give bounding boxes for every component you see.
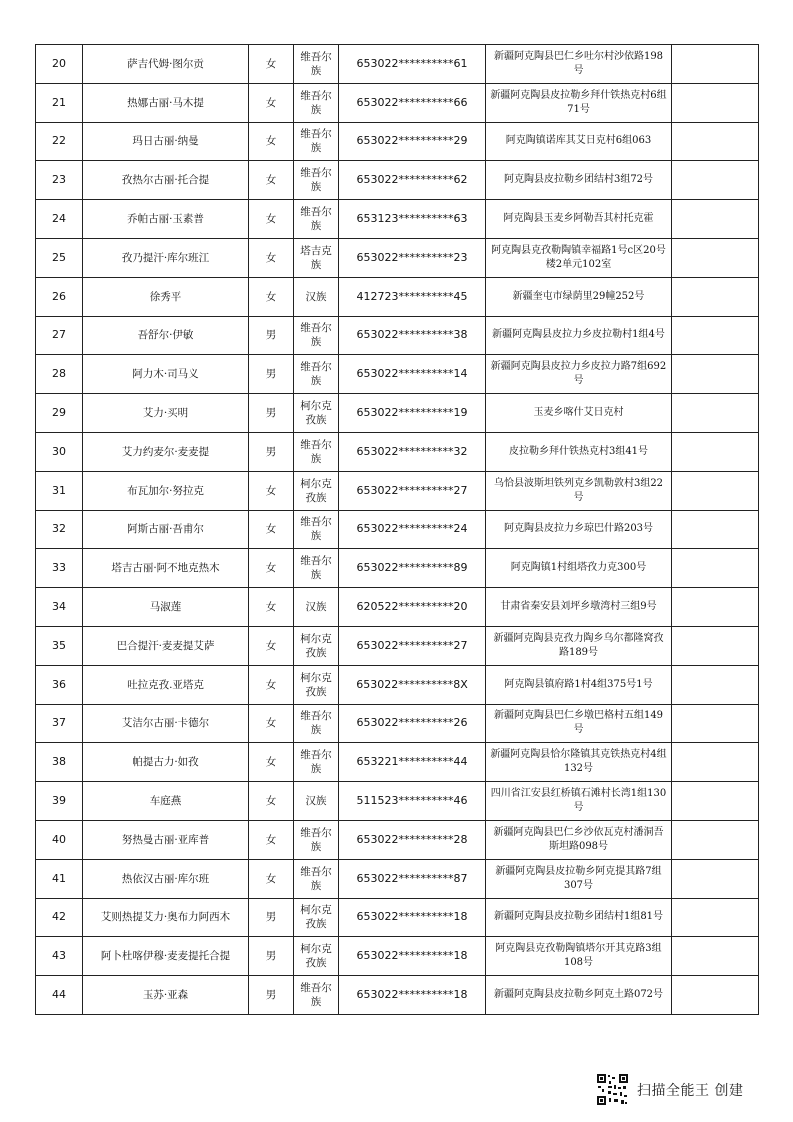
person-name-cell: 阿斯古丽·吾甫尔 xyxy=(83,510,249,549)
remark-cell xyxy=(672,549,759,588)
address-cell: 新疆阿克陶县巴仁乡沙依瓦克村潘洞吾斯坦路098号 xyxy=(486,820,672,859)
ethnicity-cell: 汉族 xyxy=(294,277,339,316)
table-row xyxy=(36,549,759,588)
address-cell: 新疆阿克陶县皮拉力乡皮拉勒村1组4号 xyxy=(486,316,672,355)
address-cell: 阿克陶县镇府路1村4组375号1号 xyxy=(486,665,672,704)
remark-cell xyxy=(672,510,759,549)
ethnicity-cell: 维吾尔族 xyxy=(294,45,339,84)
table-row xyxy=(36,83,759,122)
person-name-cell: 徐秀平 xyxy=(83,277,249,316)
remark-cell xyxy=(672,626,759,665)
person-name-cell: 车庭燕 xyxy=(83,782,249,821)
remark-cell xyxy=(672,277,759,316)
ethnicity-cell: 维吾尔族 xyxy=(294,83,339,122)
table-row xyxy=(36,743,759,782)
remark-cell xyxy=(672,238,759,277)
person-name-cell: 布瓦加尔·努拉克 xyxy=(83,471,249,510)
remark-cell xyxy=(672,122,759,161)
gender-cell: 男 xyxy=(249,432,294,471)
person-name-cell: 马淑莲 xyxy=(83,588,249,627)
row-number-cell: 42 xyxy=(36,898,83,937)
address-cell: 新疆阿克陶县皮拉勒乡阿克土路072号 xyxy=(486,976,672,1015)
gender-cell: 男 xyxy=(249,937,294,976)
gender-cell: 女 xyxy=(249,122,294,161)
ethnicity-cell: 维吾尔族 xyxy=(294,161,339,200)
ethnicity-cell: 柯尔克孜族 xyxy=(294,665,339,704)
id-number-cell: 653022**********66 xyxy=(339,83,486,122)
row-number-cell: 33 xyxy=(36,549,83,588)
row-number-cell: 44 xyxy=(36,976,83,1015)
table-row xyxy=(36,355,759,394)
gender-cell: 女 xyxy=(249,45,294,84)
id-number-cell: 653022**********18 xyxy=(339,898,486,937)
table-row xyxy=(36,238,759,277)
remark-cell xyxy=(672,859,759,898)
id-number-cell: 412723**********45 xyxy=(339,277,486,316)
ethnicity-cell: 维吾尔族 xyxy=(294,704,339,743)
remark-cell xyxy=(672,898,759,937)
gender-cell: 女 xyxy=(249,588,294,627)
id-number-cell: 653022**********18 xyxy=(339,976,486,1015)
ethnicity-cell: 维吾尔族 xyxy=(294,743,339,782)
id-number-cell: 653221**********44 xyxy=(339,743,486,782)
row-number-cell: 26 xyxy=(36,277,83,316)
id-number-cell: 653022**********38 xyxy=(339,316,486,355)
row-number-cell: 43 xyxy=(36,937,83,976)
remark-cell xyxy=(672,316,759,355)
table-row xyxy=(36,820,759,859)
ethnicity-cell: 维吾尔族 xyxy=(294,976,339,1015)
ethnicity-cell: 汉族 xyxy=(294,782,339,821)
remark-cell xyxy=(672,665,759,704)
id-number-cell: 653022**********87 xyxy=(339,859,486,898)
qr-code-icon xyxy=(596,1073,629,1106)
ethnicity-cell: 维吾尔族 xyxy=(294,432,339,471)
row-number-cell: 29 xyxy=(36,394,83,433)
table-row xyxy=(36,316,759,355)
row-number-cell: 24 xyxy=(36,200,83,239)
gender-cell: 女 xyxy=(249,704,294,743)
ethnicity-cell: 维吾尔族 xyxy=(294,820,339,859)
table-row xyxy=(36,898,759,937)
address-cell: 阿克陶县玉麦乡阿勒吾其村托克霍 xyxy=(486,200,672,239)
row-number-cell: 28 xyxy=(36,355,83,394)
id-number-cell: 653123**********63 xyxy=(339,200,486,239)
id-number-cell: 653022**********14 xyxy=(339,355,486,394)
person-name-cell: 萨吉代姆·图尔贡 xyxy=(83,45,249,84)
remark-cell xyxy=(672,820,759,859)
row-number-cell: 35 xyxy=(36,626,83,665)
table-row xyxy=(36,432,759,471)
remark-cell xyxy=(672,355,759,394)
remark-cell xyxy=(672,782,759,821)
address-cell: 阿克陶县克孜勒陶镇幸福路1号c区20号楼2单元102室 xyxy=(486,238,672,277)
table-row xyxy=(36,937,759,976)
id-number-cell: 653022**********26 xyxy=(339,704,486,743)
address-cell: 新疆阿克陶县皮拉勒乡团结村1组81号 xyxy=(486,898,672,937)
gender-cell: 女 xyxy=(249,665,294,704)
person-name-cell: 艾则热提艾力·奥布力阿西木 xyxy=(83,898,249,937)
row-number-cell: 21 xyxy=(36,83,83,122)
gender-cell: 女 xyxy=(249,626,294,665)
remark-cell xyxy=(672,200,759,239)
remark-cell xyxy=(672,588,759,627)
ethnicity-cell: 维吾尔族 xyxy=(294,200,339,239)
person-name-cell: 玉苏·亚森 xyxy=(83,976,249,1015)
person-name-cell: 艾洁尔古丽·卡德尔 xyxy=(83,704,249,743)
address-cell: 新疆阿克陶县巴仁乡吐尔村沙依路198号 xyxy=(486,45,672,84)
table-row xyxy=(36,45,759,84)
person-name-cell: 塔吉古丽·阿不地克热木 xyxy=(83,549,249,588)
person-name-cell: 艾力约麦尔·麦麦提 xyxy=(83,432,249,471)
table-row xyxy=(36,626,759,665)
row-number-cell: 32 xyxy=(36,510,83,549)
ethnicity-cell: 维吾尔族 xyxy=(294,122,339,161)
remark-cell xyxy=(672,45,759,84)
person-name-cell: 孜乃提汗·库尔班江 xyxy=(83,238,249,277)
gender-cell: 女 xyxy=(249,859,294,898)
id-number-cell: 653022**********27 xyxy=(339,471,486,510)
row-number-cell: 37 xyxy=(36,704,83,743)
table-row xyxy=(36,200,759,239)
person-name-cell: 玛日古丽·纳曼 xyxy=(83,122,249,161)
id-number-cell: 653022**********62 xyxy=(339,161,486,200)
address-cell: 新疆阿克陶县皮拉力乡皮拉力路7组692号 xyxy=(486,355,672,394)
id-number-cell: 653022**********28 xyxy=(339,820,486,859)
table-row xyxy=(36,588,759,627)
remark-cell xyxy=(672,976,759,1015)
id-number-cell: 620522**********20 xyxy=(339,588,486,627)
id-number-cell: 653022**********18 xyxy=(339,937,486,976)
ethnicity-cell: 塔吉克族 xyxy=(294,238,339,277)
gender-cell: 男 xyxy=(249,976,294,1015)
remark-cell xyxy=(672,432,759,471)
address-cell: 阿克陶县皮拉勒乡团结村3组72号 xyxy=(486,161,672,200)
table-row xyxy=(36,859,759,898)
address-cell: 阿克陶县皮拉力乡琼巴什路203号 xyxy=(486,510,672,549)
id-number-cell: 653022**********23 xyxy=(339,238,486,277)
id-number-cell: 653022**********89 xyxy=(339,549,486,588)
row-number-cell: 38 xyxy=(36,743,83,782)
ethnicity-cell: 柯尔克孜族 xyxy=(294,471,339,510)
id-number-cell: 653022**********19 xyxy=(339,394,486,433)
address-cell: 皮拉勒乡拜什铁热克村3组41号 xyxy=(486,432,672,471)
row-number-cell: 23 xyxy=(36,161,83,200)
person-name-cell: 热娜古丽·马木提 xyxy=(83,83,249,122)
gender-cell: 女 xyxy=(249,83,294,122)
row-number-cell: 22 xyxy=(36,122,83,161)
address-cell: 新疆阿克陶县克孜力陶乡乌尔都隆窝孜路189号 xyxy=(486,626,672,665)
person-name-cell: 孜热尔古丽·托合提 xyxy=(83,161,249,200)
address-cell: 新疆奎屯市绿荫里29幢252号 xyxy=(486,277,672,316)
person-name-cell: 帕提古力·如孜 xyxy=(83,743,249,782)
row-number-cell: 27 xyxy=(36,316,83,355)
person-name-cell: 艾力·买明 xyxy=(83,394,249,433)
remark-cell xyxy=(672,471,759,510)
table-row xyxy=(36,161,759,200)
address-cell: 乌恰县波斯坦铁列克乡凯勒敦村3组22号 xyxy=(486,471,672,510)
roster-body xyxy=(36,45,759,1015)
address-cell: 甘肃省秦安县刘坪乡墩湾村三组9号 xyxy=(486,588,672,627)
row-number-cell: 30 xyxy=(36,432,83,471)
ethnicity-cell: 维吾尔族 xyxy=(294,510,339,549)
gender-cell: 男 xyxy=(249,898,294,937)
row-number-cell: 31 xyxy=(36,471,83,510)
gender-cell: 男 xyxy=(249,316,294,355)
address-cell: 新疆阿克陶县恰尔隆镇其克铁热克村4组132号 xyxy=(486,743,672,782)
gender-cell: 女 xyxy=(249,820,294,859)
gender-cell: 女 xyxy=(249,549,294,588)
remark-cell xyxy=(672,704,759,743)
address-cell: 新疆阿克陶县皮拉勒乡阿克提其路7组307号 xyxy=(486,859,672,898)
id-number-cell: 653022**********24 xyxy=(339,510,486,549)
person-name-cell: 吾舒尔·伊敏 xyxy=(83,316,249,355)
row-number-cell: 25 xyxy=(36,238,83,277)
table-row xyxy=(36,394,759,433)
id-number-cell: 653022**********29 xyxy=(339,122,486,161)
table-row xyxy=(36,976,759,1015)
gender-cell: 女 xyxy=(249,238,294,277)
row-number-cell: 20 xyxy=(36,45,83,84)
gender-cell: 女 xyxy=(249,743,294,782)
table-row xyxy=(36,665,759,704)
remark-cell xyxy=(672,937,759,976)
address-cell: 玉麦乡喀什艾日克村 xyxy=(486,394,672,433)
ethnicity-cell: 汉族 xyxy=(294,588,339,627)
table-row xyxy=(36,277,759,316)
person-name-cell: 乔帕古丽·玉素普 xyxy=(83,200,249,239)
gender-cell: 女 xyxy=(249,161,294,200)
table-row xyxy=(36,510,759,549)
id-number-cell: 653022**********27 xyxy=(339,626,486,665)
person-name-cell: 巴合提汗·麦麦提艾萨 xyxy=(83,626,249,665)
table-row xyxy=(36,122,759,161)
roster-table xyxy=(35,44,759,1015)
gender-cell: 女 xyxy=(249,782,294,821)
address-cell: 阿克陶镇1村组塔孜力克300号 xyxy=(486,549,672,588)
ethnicity-cell: 柯尔克孜族 xyxy=(294,937,339,976)
table-row xyxy=(36,704,759,743)
row-number-cell: 41 xyxy=(36,859,83,898)
ethnicity-cell: 维吾尔族 xyxy=(294,859,339,898)
person-name-cell: 吐拉克孜.亚塔克 xyxy=(83,665,249,704)
address-cell: 四川省江安县红桥镇石滩村长湾1组130号 xyxy=(486,782,672,821)
gender-cell: 男 xyxy=(249,355,294,394)
remark-cell xyxy=(672,394,759,433)
ethnicity-cell: 维吾尔族 xyxy=(294,355,339,394)
remark-cell xyxy=(672,83,759,122)
ethnicity-cell: 柯尔克孜族 xyxy=(294,626,339,665)
address-cell: 阿克陶镇诺库其艾日克村6组063 xyxy=(486,122,672,161)
gender-cell: 女 xyxy=(249,200,294,239)
id-number-cell: 653022**********61 xyxy=(339,45,486,84)
address-cell: 阿克陶县克孜勒陶镇塔尔开其克路3组108号 xyxy=(486,937,672,976)
person-name-cell: 努热曼古丽·亚库普 xyxy=(83,820,249,859)
table-row xyxy=(36,782,759,821)
person-name-cell: 热依汉古丽·库尔班 xyxy=(83,859,249,898)
gender-cell: 女 xyxy=(249,277,294,316)
remark-cell xyxy=(672,161,759,200)
address-cell: 新疆阿克陶县巴仁乡墩巴格村五组149号 xyxy=(486,704,672,743)
table-row xyxy=(36,471,759,510)
ethnicity-cell: 柯尔克孜族 xyxy=(294,898,339,937)
gender-cell: 男 xyxy=(249,394,294,433)
row-number-cell: 34 xyxy=(36,588,83,627)
person-name-cell: 阿卜杜喀伊穆·麦麦提托合提 xyxy=(83,937,249,976)
row-number-cell: 36 xyxy=(36,665,83,704)
gender-cell: 女 xyxy=(249,471,294,510)
watermark-text: 扫描全能王 创建 xyxy=(637,1082,744,1099)
scanner-watermark xyxy=(596,1073,743,1106)
gender-cell: 女 xyxy=(249,510,294,549)
row-number-cell: 39 xyxy=(36,782,83,821)
ethnicity-cell: 维吾尔族 xyxy=(294,316,339,355)
id-number-cell: 653022**********8X xyxy=(339,665,486,704)
remark-cell xyxy=(672,743,759,782)
row-number-cell: 40 xyxy=(36,820,83,859)
id-number-cell: 653022**********32 xyxy=(339,432,486,471)
id-number-cell: 511523**********46 xyxy=(339,782,486,821)
address-cell: 新疆阿克陶县皮拉勒乡拜什铁热克村6组71号 xyxy=(486,83,672,122)
person-name-cell: 阿力木·司马义 xyxy=(83,355,249,394)
ethnicity-cell: 柯尔克孜族 xyxy=(294,394,339,433)
ethnicity-cell: 维吾尔族 xyxy=(294,549,339,588)
